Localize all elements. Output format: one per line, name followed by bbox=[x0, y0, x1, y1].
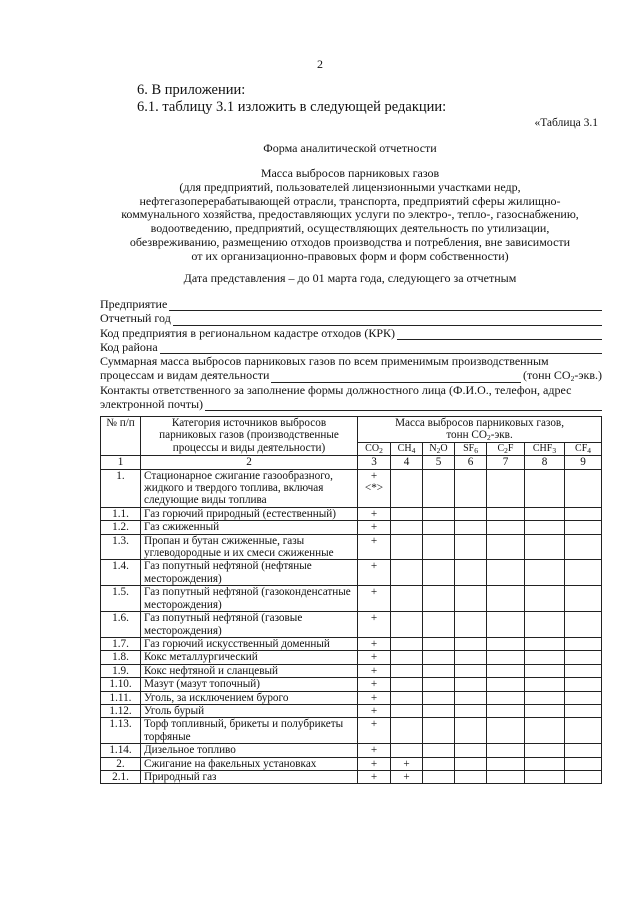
submission-date-note: Дата представления – до 01 марта года, следующего за отчетным bbox=[183, 271, 517, 285]
cell-ch4 bbox=[391, 744, 423, 757]
empty-cell[interactable] bbox=[423, 678, 455, 691]
empty-cell[interactable] bbox=[565, 507, 602, 520]
empty-cell[interactable] bbox=[455, 534, 487, 560]
row-category: Уголь, за исключением бурого bbox=[141, 691, 358, 704]
row-category: Газ попутный нефтяной (газовые месторождения) bbox=[141, 612, 358, 638]
empty-cell[interactable] bbox=[423, 521, 455, 534]
empty-cell[interactable] bbox=[423, 586, 455, 612]
enterprise-label: Предприятие bbox=[100, 297, 168, 311]
empty-cell[interactable] bbox=[423, 534, 455, 560]
cell-ch4 bbox=[391, 586, 423, 612]
cell-ch4 bbox=[391, 469, 423, 507]
table-row bbox=[101, 744, 602, 757]
empty-cell[interactable] bbox=[423, 691, 455, 704]
row-category: Газ попутный нефтяной (нефтяные месторождения) bbox=[141, 560, 358, 586]
empty-cell[interactable] bbox=[487, 718, 525, 744]
table-row bbox=[101, 718, 602, 744]
table-row bbox=[101, 637, 602, 650]
row-category: Кокс нефтяной и сланцевый bbox=[141, 664, 358, 677]
row-category: Газ горючий искусственный доменный bbox=[141, 637, 358, 650]
total-mass-blank[interactable] bbox=[271, 371, 521, 383]
empty-cell[interactable] bbox=[423, 612, 455, 638]
cell-co2: + bbox=[358, 586, 391, 612]
cell-ch4 bbox=[391, 637, 423, 650]
subtitle-line: коммунального хозяйства, предоставляющих услуги по электро-, тепло-, газоснабжению, bbox=[121, 207, 579, 222]
empty-cell[interactable] bbox=[525, 744, 565, 757]
empty-cell[interactable] bbox=[525, 718, 565, 744]
table-row bbox=[101, 521, 602, 534]
empty-cell[interactable] bbox=[423, 744, 455, 757]
report-year-field[interactable] bbox=[100, 311, 602, 325]
table-row bbox=[101, 678, 602, 691]
header-number: № п/п bbox=[101, 417, 141, 456]
cell-ch4 bbox=[391, 718, 423, 744]
district-code-blank[interactable] bbox=[160, 342, 602, 354]
subtitle-line: обезвреживанию, размещению отходов производства и потребления, вне зависимости bbox=[129, 234, 571, 249]
empty-cell[interactable] bbox=[565, 637, 602, 650]
row-number: 2. bbox=[101, 757, 141, 770]
empty-cell[interactable] bbox=[455, 651, 487, 664]
subtitle-line: Масса выбросов парниковых газов bbox=[260, 166, 440, 180]
empty-cell[interactable] bbox=[455, 757, 487, 770]
empty-cell[interactable] bbox=[565, 469, 602, 507]
column-index: 2 bbox=[141, 456, 358, 469]
empty-cell[interactable] bbox=[455, 560, 487, 586]
empty-cell[interactable] bbox=[565, 612, 602, 638]
header-gas: $C_2F$ bbox=[487, 442, 525, 455]
empty-cell[interactable] bbox=[455, 521, 487, 534]
cell-ch4 bbox=[391, 664, 423, 677]
district-code-label: Код района bbox=[100, 339, 158, 354]
cell-co2: + bbox=[358, 521, 391, 534]
column-index: 4 bbox=[391, 456, 423, 469]
row-category: Дизельное топливо bbox=[141, 744, 358, 757]
cell-co2: + bbox=[358, 770, 391, 783]
empty-cell[interactable] bbox=[525, 560, 565, 586]
empty-cell[interactable] bbox=[525, 691, 565, 704]
row-number: 1.7. bbox=[101, 637, 141, 650]
empty-cell[interactable] bbox=[565, 744, 602, 757]
empty-cell[interactable] bbox=[565, 534, 602, 560]
row-category: Сжигание на факельных установках bbox=[141, 757, 358, 770]
cell-ch4 bbox=[391, 612, 423, 638]
row-category: Газ горючий природный (естественный) bbox=[141, 507, 358, 520]
empty-cell[interactable] bbox=[423, 757, 455, 770]
cell-co2: + bbox=[358, 612, 391, 638]
row-number: 1.12. bbox=[101, 704, 141, 717]
empty-cell[interactable] bbox=[455, 704, 487, 717]
empty-cell[interactable] bbox=[565, 718, 602, 744]
empty-cell[interactable] bbox=[455, 469, 487, 507]
subtitle-line: от их организационно-правовых форм и форм собственности) bbox=[191, 248, 509, 263]
cell-co2: + bbox=[358, 507, 391, 520]
empty-cell[interactable] bbox=[565, 757, 602, 770]
empty-cell[interactable] bbox=[525, 637, 565, 650]
header-gas: $CO_2$ bbox=[358, 442, 391, 455]
empty-cell[interactable] bbox=[565, 691, 602, 704]
enterprise-field[interactable] bbox=[100, 297, 602, 311]
total-mass-unit: (тонн $CO_2-экв$.) bbox=[523, 368, 602, 384]
table-row bbox=[101, 704, 602, 717]
contacts-field[interactable] bbox=[100, 397, 602, 411]
header-gas: $CHF_3$ bbox=[525, 442, 565, 455]
empty-cell[interactable] bbox=[525, 586, 565, 612]
cell-co2: + bbox=[358, 534, 391, 560]
empty-cell[interactable] bbox=[525, 664, 565, 677]
row-category: Кокс металлургический bbox=[141, 651, 358, 664]
empty-cell[interactable] bbox=[487, 534, 525, 560]
table-row bbox=[101, 534, 602, 560]
empty-cell[interactable] bbox=[565, 664, 602, 677]
empty-cell[interactable] bbox=[423, 718, 455, 744]
contacts-label: Контакты ответственного за заполнение формы должностного лица (Ф.И.О., телефон, адрес bbox=[100, 382, 572, 397]
row-category: Стационарное сжигание газообразного, жидкого и твердого топлива, включая следующие виды топлива bbox=[141, 469, 358, 507]
column-index: 9 bbox=[565, 456, 602, 469]
table-row bbox=[101, 651, 602, 664]
empty-cell[interactable] bbox=[525, 521, 565, 534]
row-category: Газ сжиженный bbox=[141, 521, 358, 534]
cell-co2: + <*> bbox=[358, 469, 391, 507]
report-year-label: Отчетный год bbox=[100, 311, 171, 326]
empty-cell[interactable] bbox=[565, 678, 602, 691]
empty-cell[interactable] bbox=[525, 534, 565, 560]
subtitle-line: нефтегазоперерабатывающей отрасли, транспорта, предприятий сферы жилищно- bbox=[139, 193, 561, 208]
empty-cell[interactable] bbox=[525, 612, 565, 638]
cell-ch4 bbox=[391, 521, 423, 534]
column-index: 1 bbox=[101, 456, 141, 469]
cell-co2: + bbox=[358, 560, 391, 586]
row-number: 1.6. bbox=[101, 612, 141, 638]
subsection-heading: 6.1. таблицу 3.1 изложить в следующей редакции: bbox=[137, 99, 447, 115]
empty-cell[interactable] bbox=[487, 560, 525, 586]
empty-cell[interactable] bbox=[423, 651, 455, 664]
table-row bbox=[101, 612, 602, 638]
header-mass: Массa выбросов парниковых газов, тонн $CO_2$-экв. bbox=[358, 417, 602, 443]
empty-cell[interactable] bbox=[455, 612, 487, 638]
subtitle-line: (для предприятий, пользователей лицензионными участками недр, bbox=[179, 179, 521, 194]
row-category: Торф топливный, брикеты и полубрикеты торфяные bbox=[141, 718, 358, 744]
empty-cell[interactable] bbox=[565, 770, 602, 783]
cell-ch4 bbox=[391, 704, 423, 717]
table-row bbox=[101, 664, 602, 677]
row-number: 1.5. bbox=[101, 586, 141, 612]
empty-cell[interactable] bbox=[565, 560, 602, 586]
empty-cell[interactable] bbox=[487, 704, 525, 717]
contacts-label-cont: электронной почты) bbox=[100, 397, 204, 412]
column-index: 5 bbox=[423, 456, 455, 469]
empty-cell[interactable] bbox=[525, 757, 565, 770]
cell-co2: + bbox=[358, 678, 391, 691]
empty-cell[interactable] bbox=[423, 637, 455, 650]
row-category: Мазут (мазут топочный) bbox=[141, 678, 358, 691]
section-heading: 6. В приложении: bbox=[137, 82, 246, 98]
total-mass-line bbox=[100, 354, 602, 368]
krk-code-field[interactable] bbox=[100, 326, 602, 340]
header-gas: $CF_4$ bbox=[565, 442, 602, 455]
table-row bbox=[101, 586, 602, 612]
empty-cell[interactable] bbox=[487, 770, 525, 783]
empty-cell[interactable] bbox=[525, 770, 565, 783]
empty-cell[interactable] bbox=[455, 678, 487, 691]
empty-cell[interactable] bbox=[487, 507, 525, 520]
krk-code-label: Код предприятия в региональном кадастре отходов (КРК) bbox=[100, 325, 396, 340]
empty-cell[interactable] bbox=[565, 521, 602, 534]
row-number: 1.14. bbox=[101, 744, 141, 757]
empty-cell[interactable] bbox=[423, 560, 455, 586]
row-number: 2.1. bbox=[101, 770, 141, 783]
form-subtitle bbox=[92, 167, 608, 264]
form-title: Форма аналитической отчетности bbox=[263, 141, 437, 155]
empty-cell[interactable] bbox=[423, 469, 455, 507]
cell-ch4: + bbox=[391, 757, 423, 770]
cell-ch4 bbox=[391, 534, 423, 560]
empty-cell[interactable] bbox=[487, 612, 525, 638]
empty-cell[interactable] bbox=[423, 507, 455, 520]
contacts-blank[interactable] bbox=[205, 399, 602, 411]
contacts-line bbox=[100, 383, 602, 397]
row-number: 1.13. bbox=[101, 718, 141, 744]
column-index: 8 bbox=[525, 456, 565, 469]
cell-co2: + bbox=[358, 757, 391, 770]
subtitle-line: водоотведению, предприятий, осуществляющих деятельность по утилизации, bbox=[150, 221, 550, 236]
empty-cell[interactable] bbox=[455, 770, 487, 783]
total-mass-field[interactable] bbox=[100, 368, 602, 382]
cell-co2: + bbox=[358, 664, 391, 677]
row-category: Пропан и бутан сжиженные, газы углеводородные и их смеси сжиженные bbox=[141, 534, 358, 560]
district-code-field[interactable] bbox=[100, 340, 602, 354]
empty-cell[interactable] bbox=[423, 704, 455, 717]
empty-cell[interactable] bbox=[423, 664, 455, 677]
empty-cell[interactable] bbox=[423, 770, 455, 783]
column-index: 3 bbox=[358, 456, 391, 469]
row-category: Газ попутный нефтяной (газоконденсатные месторождения) bbox=[141, 586, 358, 612]
empty-cell[interactable] bbox=[525, 651, 565, 664]
row-number: 1.10. bbox=[101, 678, 141, 691]
row-number: 1.2. bbox=[101, 521, 141, 534]
krk-code-blank[interactable] bbox=[397, 328, 602, 340]
empty-cell[interactable] bbox=[455, 718, 487, 744]
total-mass-label-cont: процессам и видам деятельности bbox=[100, 368, 270, 383]
row-number: 1.1. bbox=[101, 507, 141, 520]
row-number: 1.8. bbox=[101, 651, 141, 664]
cell-co2: + bbox=[358, 704, 391, 717]
empty-cell[interactable] bbox=[487, 691, 525, 704]
cell-co2: + bbox=[358, 744, 391, 757]
page-number: 2 bbox=[317, 57, 323, 71]
row-category: Природный газ bbox=[141, 770, 358, 783]
empty-cell[interactable] bbox=[565, 651, 602, 664]
empty-cell[interactable] bbox=[487, 637, 525, 650]
empty-cell[interactable] bbox=[487, 521, 525, 534]
empty-cell[interactable] bbox=[525, 469, 565, 507]
cell-ch4 bbox=[391, 691, 423, 704]
table-reference: «Таблица 3.1 bbox=[534, 117, 598, 129]
empty-cell[interactable] bbox=[455, 744, 487, 757]
row-category: Уголь бурый bbox=[141, 704, 358, 717]
row-number: 1.9. bbox=[101, 664, 141, 677]
report-year-blank[interactable] bbox=[173, 314, 602, 326]
empty-cell[interactable] bbox=[487, 744, 525, 757]
empty-cell[interactable] bbox=[455, 586, 487, 612]
empty-cell[interactable] bbox=[565, 704, 602, 717]
empty-cell[interactable] bbox=[525, 704, 565, 717]
table-row bbox=[101, 691, 602, 704]
row-number: 1.4. bbox=[101, 560, 141, 586]
empty-cell[interactable] bbox=[487, 664, 525, 677]
row-number: 1. bbox=[101, 469, 141, 507]
empty-cell[interactable] bbox=[487, 651, 525, 664]
row-number: 1.3. bbox=[101, 534, 141, 560]
empty-cell[interactable] bbox=[455, 664, 487, 677]
table-row bbox=[101, 770, 602, 783]
empty-cell[interactable] bbox=[455, 507, 487, 520]
header-gas: $CH_4$ bbox=[391, 442, 423, 455]
header-gas: $SF_6$ bbox=[455, 442, 487, 455]
empty-cell[interactable] bbox=[455, 691, 487, 704]
empty-cell[interactable] bbox=[455, 637, 487, 650]
total-mass-label: Суммарная масса выбросов парниковых газов по всем применимым производственным bbox=[100, 354, 549, 369]
cell-co2: + bbox=[358, 718, 391, 744]
cell-co2: + bbox=[358, 637, 391, 650]
empty-cell[interactable] bbox=[525, 507, 565, 520]
cell-co2: + bbox=[358, 691, 391, 704]
form-fields bbox=[100, 297, 602, 411]
cell-ch4 bbox=[391, 678, 423, 691]
cell-ch4: + bbox=[391, 770, 423, 783]
header-category: Категория источников выбросов парниковых газов (производственные процессы и виды деятельности) bbox=[141, 417, 358, 456]
empty-cell[interactable] bbox=[487, 678, 525, 691]
empty-cell[interactable] bbox=[487, 469, 525, 507]
emissions-table bbox=[100, 416, 602, 784]
header-gas: $N_2O$ bbox=[423, 442, 455, 455]
column-index: 6 bbox=[455, 456, 487, 469]
cell-ch4 bbox=[391, 651, 423, 664]
cell-ch4 bbox=[391, 507, 423, 520]
empty-cell[interactable] bbox=[487, 586, 525, 612]
table-row bbox=[101, 469, 602, 507]
enterprise-blank[interactable] bbox=[169, 299, 602, 311]
table-row bbox=[101, 757, 602, 770]
empty-cell[interactable] bbox=[487, 757, 525, 770]
cell-ch4 bbox=[391, 560, 423, 586]
table-row bbox=[101, 560, 602, 586]
row-number: 1.11. bbox=[101, 691, 141, 704]
cell-co2: + bbox=[358, 651, 391, 664]
empty-cell[interactable] bbox=[525, 678, 565, 691]
column-index: 7 bbox=[487, 456, 525, 469]
table-row bbox=[101, 507, 602, 520]
empty-cell[interactable] bbox=[565, 586, 602, 612]
